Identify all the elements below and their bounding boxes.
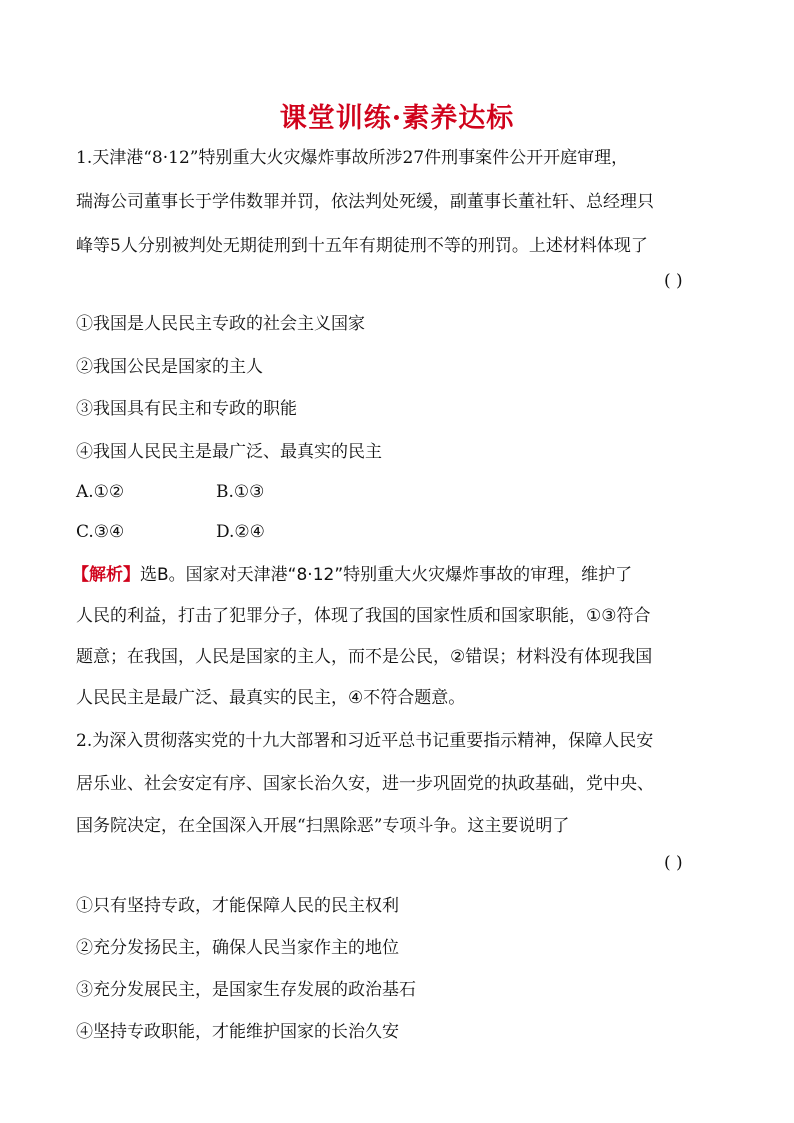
q1-stem-line-2: 瑞海公司董事长于学伟数罪并罚，依法判处死缓，副董事长董社轩、总经理只 <box>76 192 654 212</box>
q1-option-d: D.②④ <box>216 522 265 542</box>
q1-item-1: ①我国是人民民主专政的社会主义国家 <box>76 314 365 334</box>
q1-analysis-text-1: 选B。国家对天津港“8·12”特别重大火灾爆炸事故的审理，维护了 <box>140 565 633 585</box>
q1-answer-paren: ( ) <box>664 271 683 291</box>
q1-item-4: ④我国人民民主是最广泛、最真实的民主 <box>76 442 382 462</box>
q1-analysis-line-4: 人民民主是最广泛、最真实的民主，④不符合题意。 <box>76 688 466 708</box>
analysis-label: 【解析】 <box>72 565 140 585</box>
q1-option-a: A.①② <box>76 482 125 502</box>
q1-option-b: B.①③ <box>216 482 265 502</box>
q2-item-4: ④坚持专政职能，才能维护国家的长治久安 <box>76 1022 399 1042</box>
q1-stem-line-1: 1.天津港“8·12”特别重大火灾爆炸事故所涉27件刑事案件公开开庭审理， <box>76 148 629 168</box>
q2-item-2: ②充分发扬民主，确保人民当家作主的地位 <box>76 938 399 958</box>
q2-item-3: ③充分发展民主，是国家生存发展的政治基石 <box>76 980 416 1000</box>
q1-analysis-line-3: 题意；在我国，人民是国家的主人，而不是公民，②错误；材料没有体现我国 <box>76 647 653 667</box>
q2-stem-line-2: 居乐业、社会安定有序、国家长治久安，进一步巩固党的执政基础，党中央、 <box>76 774 654 794</box>
q1-item-2: ②我国公民是国家的主人 <box>76 357 263 377</box>
q2-stem-line-1: 2.为深入贯彻落实党的十九大部署和习近平总书记重要指示精神，保障人民安 <box>76 731 654 751</box>
q2-stem-line-3: 国务院决定，在全国深入开展“扫黑除恶”专项斗争。这主要说明了 <box>76 816 570 836</box>
q1-analysis-line-2: 人民的利益，打击了犯罪分子，体现了我国的国家性质和国家职能，①③符合 <box>76 606 651 626</box>
page-title: 课堂训练·素养达标 <box>279 103 515 134</box>
q1-option-c: C.③④ <box>76 522 125 542</box>
q1-analysis-line-1 <box>72 564 722 586</box>
q2-answer-paren: ( ) <box>664 853 683 873</box>
q1-stem-line-3: 峰等5人分别被判处无期徒刑到十五年有期徒刑不等的刑罚。上述材料体现了 <box>76 236 648 256</box>
q1-item-3: ③我国具有民主和专政的职能 <box>76 399 297 419</box>
q2-item-1: ①只有坚持专政，才能保障人民的民主权利 <box>76 896 399 916</box>
